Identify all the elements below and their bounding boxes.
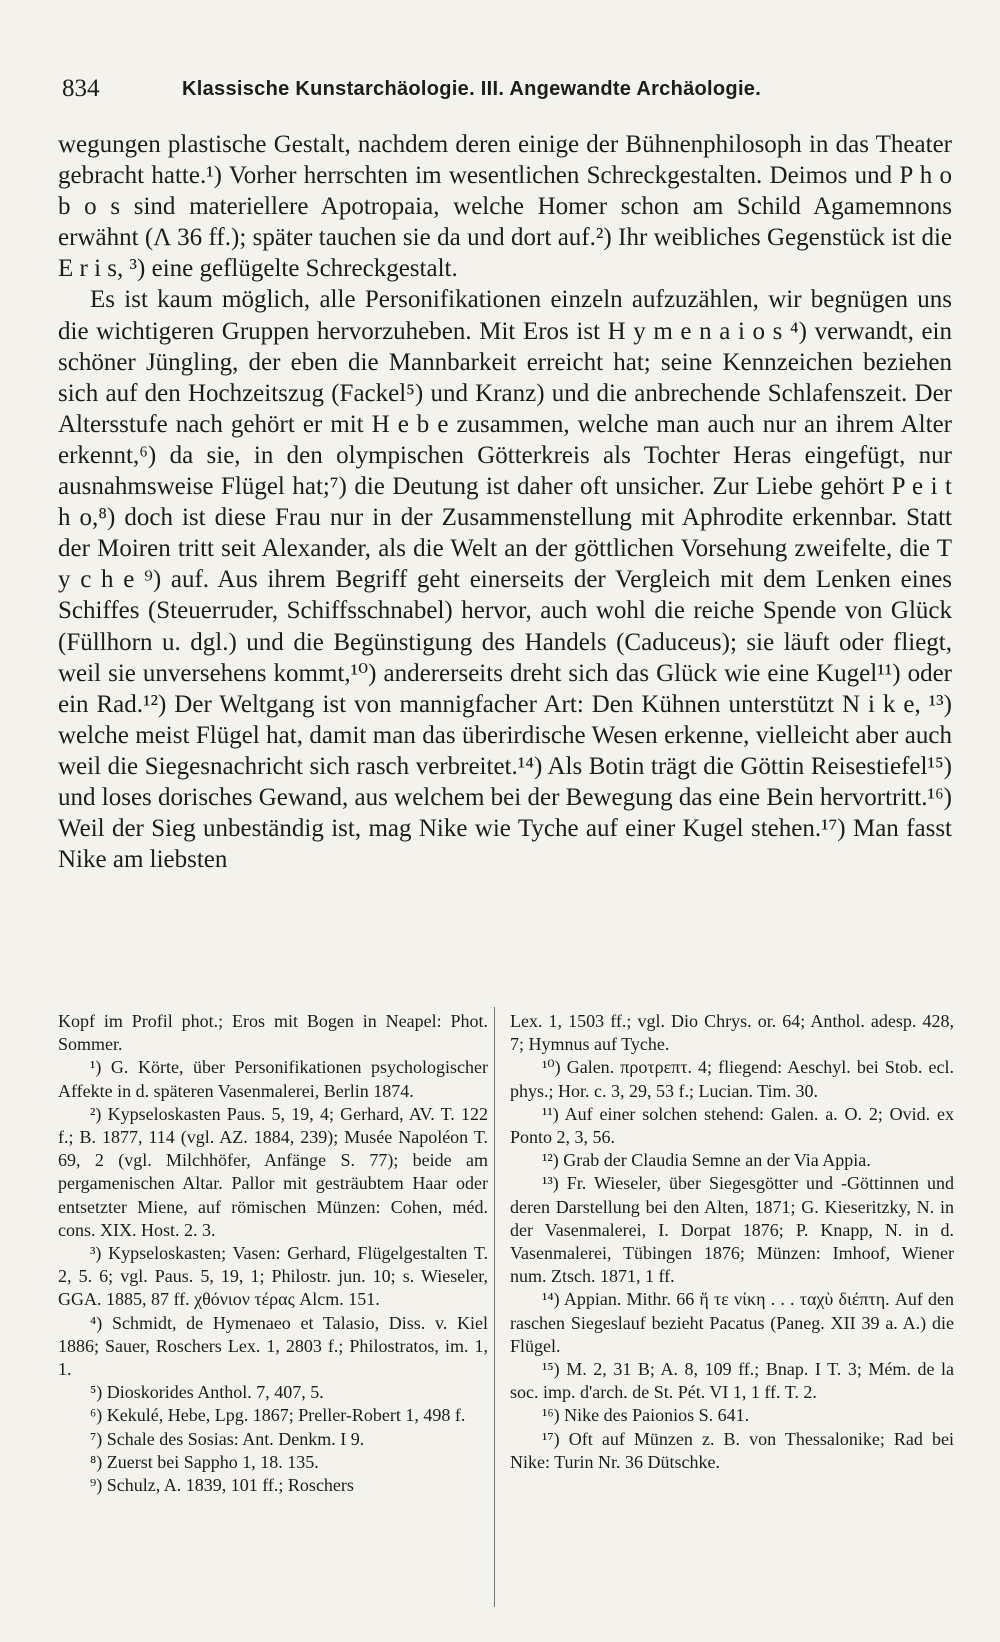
column-divider (494, 1007, 495, 1607)
footnote: ¹) G. Körte, über Personifikationen psychologischer Affekte in d. späteren Vasenmalerei, Berlin 1874. (58, 1057, 488, 1101)
footnote: ⁴) Schmidt, de Hymenaeo et Talasio, Diss. v. Kiel 1886; Sauer, Roschers Lex. 1, 2803 f.; Philostratos, im. 1, 1. (58, 1312, 488, 1380)
footnote: ⁵) Dioskorides Anthol. 7, 407, 5. (90, 1382, 324, 1403)
footnote: ¹⁷) Oft auf Münzen z. B. von Thessalonike; Rad bei Nike: Turin Nr. 36 Dütschke. (510, 1428, 954, 1472)
footnote: ⁶) Kekulé, Hebe, Lpg. 1867; Preller-Robert 1, 498 f. (90, 1405, 466, 1426)
footnote: ⁸) Zuerst bei Sappho 1, 18. 135. (90, 1451, 319, 1472)
body-paragraph: Es ist kaum möglich, alle Personifikationen einzeln aufzuzählen, wir begnügen uns die wichtigeren Gruppen hervorzuheben. Mit Eros ist H y m e n a i o s ⁴) verwandt, ein schöner Jüngling, der eben die Mannbarkeit erreicht hat; seine Kennzeichen beziehen sich auf den Hochzeitszug (Fackel⁵) und Kranz) und die anbrechende Schlafenszeit. Der Altersstufe nach gehört er mit H e b e zusammen, welche man auch nur an ihrem Alter erkennt,⁶) da sie, in den olympischen Götterkreis als Tochter Heras eingefügt, nur ausnahmsweise Flügel hat;⁷) die Deutung ist daher oft unsicher. Zur Liebe gehört P e i t h o,⁸) doch ist diese Frau nur in der Zusammenstellung mit Aphrodite erkennbar. Statt der Moiren tritt seit Alexander, als die Welt an der göttlichen Vorsehung zweifelte, die T y c h e ⁹) auf. Aus ihrem Begriff geht einerseits der Vergleich mit dem Lenken eines Schiffes (Steuerruder, Schiffsschnabel) hervor, auch wohl die reiche Spende von Glück (Füllhorn u. dgl.) und die Begünstigung des Handels (Caduceus); sie läuft oder fliegt, weil sie unversehens kommt,¹⁰) andererseits dreht sich das Glück wie eine Kugel¹¹) oder ein Rad.¹²) Der Weltgang ist von mannigfacher Art: Den Kühnen unterstützt N i k e, ¹³) welche meist Flügel hat, damit man das überirdische Wesen erkenne, vielleicht aber auch weil die Siegesnachricht sich rasch verbreitet.¹⁴) Als Botin trägt die Göttin Reisestiefel¹⁵) und loses dorisches Gewand, aus welchem bei der Bewegung das eine Bein hervortritt.¹⁶) Weil der Sieg unbeständig ist, mag Nike wie Tyche auf einer Kugel stehen.¹⁷) Man fasst Nike am liebsten (58, 286, 952, 874)
footnote: Kopf im Profil phot.; Eros mit Bogen in Neapel: Phot. Sommer. (58, 1011, 488, 1055)
page-number: 834 (62, 75, 100, 102)
footnotes-left-column (58, 1010, 488, 1497)
footnote: ¹⁴) Appian. Mithr. 66 ἥ τε νίκη . . . ταχὺ διέπτη. Auf den raschen Siegeslauf bezieht Pacatus (Paneg. XII 39 a. A.) die Flügel. (510, 1289, 954, 1356)
footnote: Lex. 1, 1503 ff.; vgl. Dio Chrys. or. 64; Anthol. adesp. 428, 7; Hymnus auf Tyche. (510, 1011, 954, 1055)
footnote: ³) Kypseloskasten; Vasen: Gerhard, Flügelgestalten T. 2, 5. 6; vgl. Paus. 5, 19, 1; Philostr. jun. 10; s. Wieseler, GGA. 1885, 87 ff. χθόνιον τέρας Alcm. 151. (58, 1243, 488, 1310)
running-title: Klassische Kunstarchäologie. III. Angewandte Archäologie. (182, 78, 762, 100)
footnotes-right-column (510, 1010, 954, 1474)
footnote: ¹⁰) Galen. προτρεπτ. 4; fliegend: Aeschyl. bei Stob. ecl. phys.; Hor. c. 3, 29, 53 f.; Lucian. Tim. 30. (510, 1057, 954, 1101)
body-paragraph: wegungen plastische Gestalt, nachdem deren einige der Bühnenphilosoph in das Theater gebracht hatte.¹) Vorher herrschten im wesentlichen Schreckgestalten. Deimos und P h o b o s sind materiellere Apotropaia, welche Homer schon am Schild Agamemnons erwähnt (Λ 36 ff.); später tauchen sie da und dort auf.²) Ihr weibliches Gegenstück ist die E r i s, ³) eine geflügelte Schreckgestalt. (58, 131, 952, 283)
footnote: ⁹) Schulz, A. 1839, 101 ff.; Roschers (90, 1475, 354, 1496)
main-text (58, 129, 952, 875)
footnote: ¹³) Fr. Wieseler, über Siegesgötter und -Göttinnen und deren Darstellung bei den Alten, 1871; G. Kieseritzky, N. in der Vasenmalerei, I. Dorpat 1876; P. Knapp, N. in d. Vasenmalerei, Tübingen 1876; Münzen: Imhoof, Wiener num. Ztsch. 1871, 1 ff. (510, 1173, 954, 1287)
footnote: ⁷) Schale des Sosias: Ant. Denkm. I 9. (90, 1428, 365, 1449)
footnote: ¹¹) Auf einer solchen stehend: Galen. a. O. 2; Ovid. ex Ponto 2, 3, 56. (510, 1103, 954, 1148)
page-header (62, 74, 942, 104)
footnote: ¹⁵) M. 2, 31 B; A. 8, 109 ff.; Bnap. I T. 3; Mém. de la soc. imp. d'arch. de St. Pét. VI 1, 1 ff. T. 2. (510, 1359, 954, 1403)
footnote: ¹⁶) Nike des Paionios S. 641. (542, 1405, 750, 1426)
footnote: ²) Kypseloskasten Paus. 5, 19, 4; Gerhard, AV. T. 122 f.; B. 1877, 114 (vgl. AZ. 1884, 239); Musée Napoléon T. 69, 2 (vgl. Milchhöfer, Anfänge S. 77); beide am pergamenischen Altar. Pallor mit gesträubtem Haar oder entsetzter Miene, auf römischen Münzen: Cohen, méd. cons. XIX. Host. 2. 3. (58, 1103, 488, 1240)
footnote: ¹²) Grab der Claudia Semne an der Via Appia. (542, 1150, 871, 1171)
